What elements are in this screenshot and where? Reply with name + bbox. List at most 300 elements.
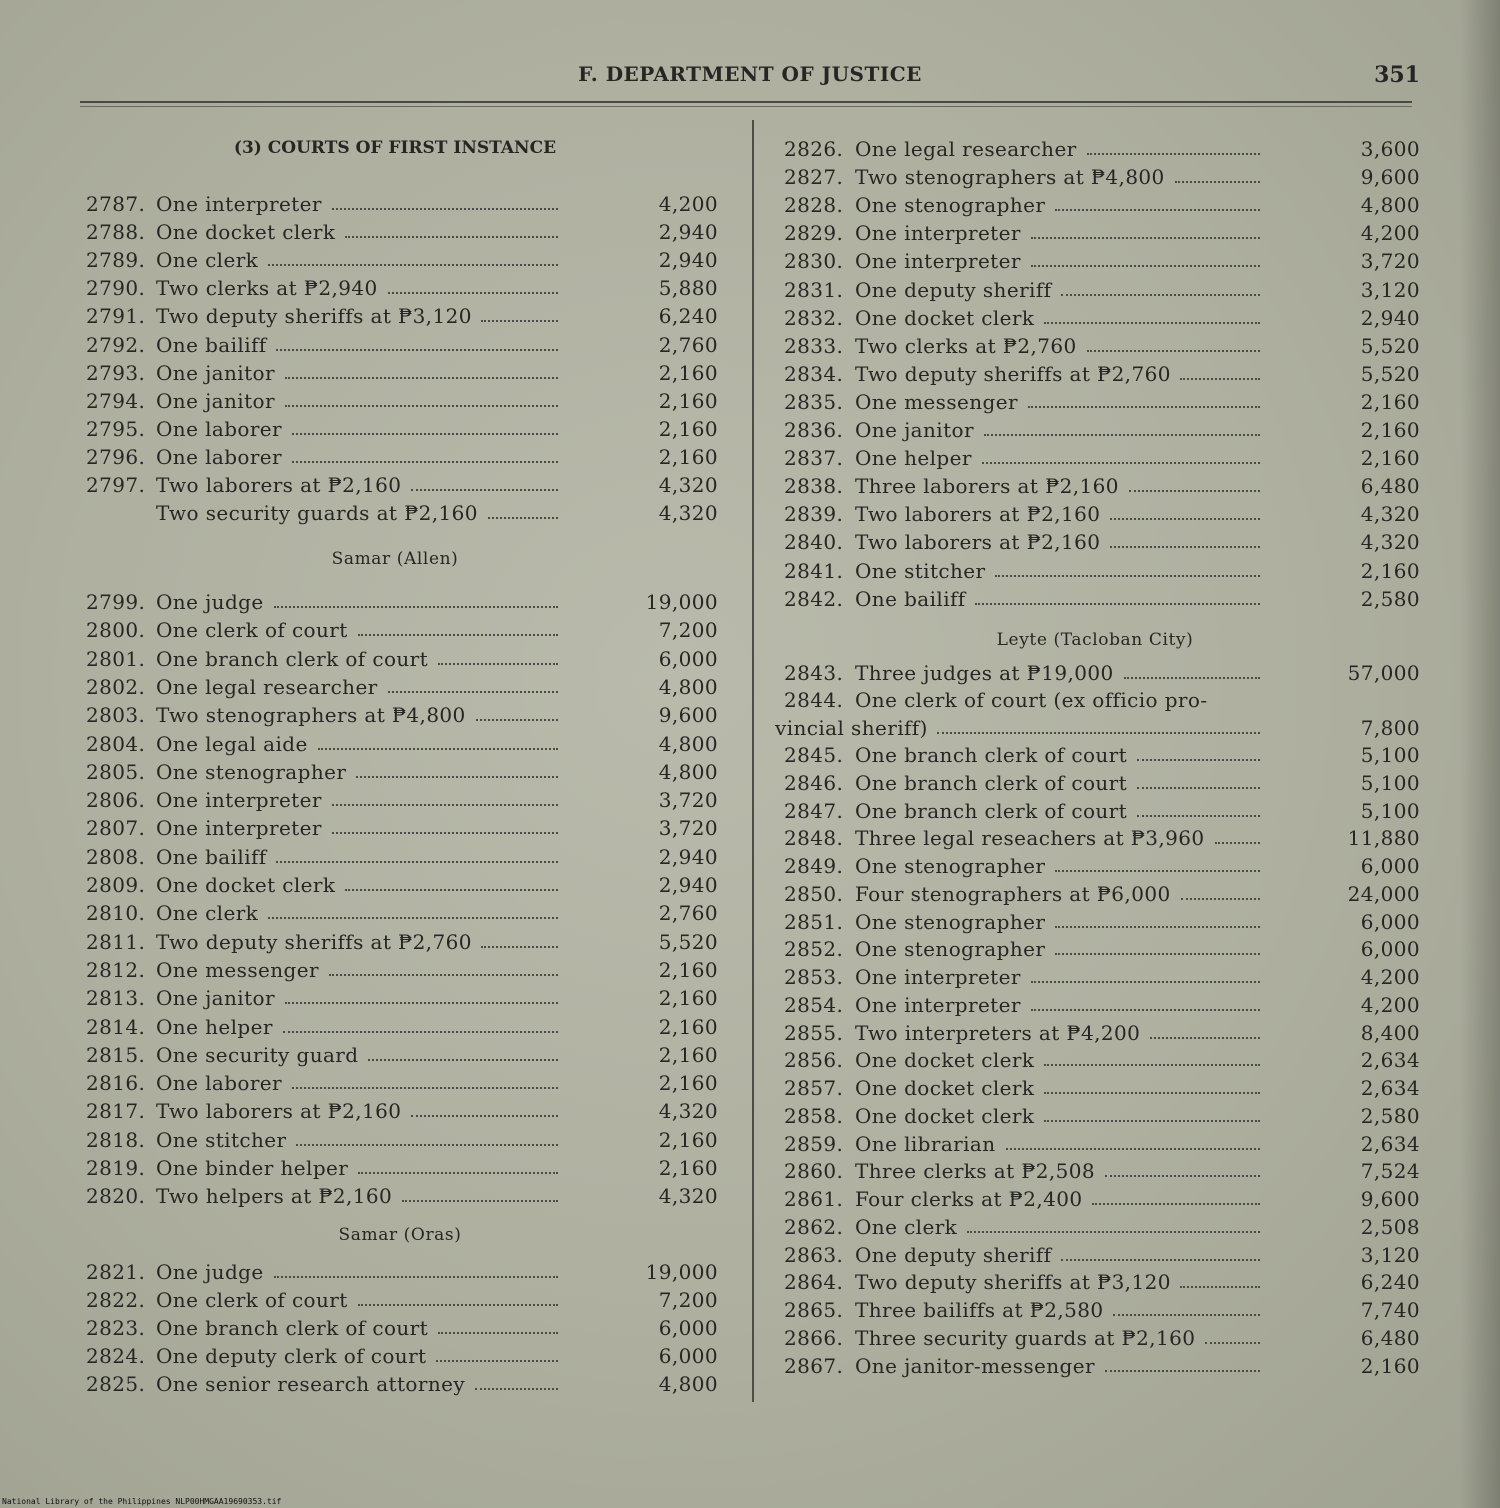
entry-number: 2833. bbox=[784, 333, 844, 358]
entry-amount: 2,160 bbox=[658, 986, 718, 1011]
entry-row bbox=[0, 500, 1500, 528]
entry-description: Two stenographers at ₱4,800 bbox=[855, 165, 1165, 190]
entry-description: Two laborers at ₱2,160 bbox=[855, 530, 1101, 555]
entry-number: 2788. bbox=[86, 220, 146, 245]
leader-dots bbox=[967, 1231, 1260, 1233]
entry-amount: 4,320 bbox=[658, 473, 718, 497]
leader-dots bbox=[1055, 209, 1260, 211]
entry-amount: 4,800 bbox=[658, 674, 718, 699]
entry-description: One stenographer bbox=[855, 937, 1046, 962]
leader-dots bbox=[1044, 1120, 1260, 1122]
entry-number: 2800. bbox=[86, 618, 146, 643]
entry-amount: 5,100 bbox=[1360, 798, 1420, 823]
entry-number: 2862. bbox=[784, 1214, 844, 1239]
entry-amount: 9,600 bbox=[658, 703, 718, 728]
entry-number: 2867. bbox=[784, 1353, 844, 1378]
entry-description: One stenographer bbox=[156, 759, 347, 784]
entry-description: Two clerks at ₱2,940 bbox=[156, 276, 378, 301]
entry-description: One docket clerk bbox=[855, 1103, 1035, 1128]
entry-description: Two laborers at ₱2,160 bbox=[156, 473, 402, 497]
leader-dots bbox=[1175, 181, 1260, 183]
entry-number: 2836. bbox=[784, 418, 844, 442]
entry-row bbox=[0, 963, 1500, 991]
entry-number: 2832. bbox=[784, 305, 844, 330]
entry-amount: 6,000 bbox=[1360, 937, 1420, 962]
entry-description: One docket clerk bbox=[855, 305, 1035, 330]
entry-number: 2852. bbox=[784, 937, 844, 962]
entry-row bbox=[0, 416, 1500, 444]
entry-description: One clerk bbox=[855, 1214, 958, 1239]
entry-amount: 5,520 bbox=[1360, 361, 1420, 386]
entry-amount: 2,940 bbox=[658, 873, 718, 897]
entry-number: 2827. bbox=[784, 165, 844, 190]
entry-description: Two stenographers at ₱4,800 bbox=[156, 703, 466, 728]
entry-number: 2846. bbox=[784, 770, 844, 795]
entry-amount: 2,160 bbox=[658, 957, 718, 982]
entry-row bbox=[0, 616, 1500, 644]
entry-amount: 4,320 bbox=[658, 1184, 718, 1209]
entry-number: 2794. bbox=[86, 388, 146, 413]
entry-row bbox=[0, 528, 1500, 556]
leader-dots bbox=[1087, 153, 1260, 155]
entry-row bbox=[0, 135, 1500, 163]
entry-amount: 5,520 bbox=[1360, 333, 1420, 358]
entry-number: 2808. bbox=[86, 844, 146, 869]
entry-row bbox=[0, 1352, 1500, 1380]
entry-description: One docket clerk bbox=[156, 220, 336, 245]
entry-amount: 6,000 bbox=[658, 646, 718, 671]
entry-amount: 6,240 bbox=[658, 304, 718, 329]
entry-description: Four clerks at ₱2,400 bbox=[855, 1187, 1083, 1211]
leader-dots bbox=[1205, 1342, 1260, 1344]
entry-row bbox=[0, 824, 1500, 852]
leader-dots bbox=[984, 434, 1260, 436]
entry-amount: 2,160 bbox=[658, 360, 718, 385]
entry-description: One senior research attorney bbox=[156, 1372, 466, 1397]
entry-description: One judge bbox=[156, 1260, 264, 1284]
entry-row bbox=[0, 686, 1500, 714]
entry-amount: 2,580 bbox=[1360, 1103, 1420, 1128]
leader-dots bbox=[1031, 981, 1260, 983]
entry-description: One interpreter bbox=[156, 788, 322, 813]
entry-number: 2824. bbox=[86, 1344, 146, 1369]
entry-description: One security guard bbox=[156, 1042, 359, 1067]
leader-dots bbox=[975, 603, 1260, 605]
entry-amount: 4,800 bbox=[658, 1372, 718, 1397]
entry-description: One deputy clerk of court bbox=[156, 1344, 427, 1369]
entry-description: Three legal reseachers at ₱3,960 bbox=[855, 826, 1205, 851]
entry-amount: 2,160 bbox=[1360, 389, 1420, 414]
entry-description: One interpreter bbox=[855, 965, 1021, 989]
entry-row bbox=[0, 557, 1500, 585]
entry-description: One helper bbox=[156, 1014, 273, 1039]
entry-description: One branch clerk of court bbox=[855, 743, 1128, 767]
subheading-leyte-tacloban: Leyte (Tacloban City) bbox=[996, 630, 1194, 650]
entry-description: One clerk bbox=[156, 248, 259, 273]
entry-number: 2826. bbox=[784, 137, 844, 161]
entry-number: 2835. bbox=[784, 389, 844, 414]
leader-dots bbox=[937, 732, 1260, 734]
entry-amount: 5,100 bbox=[1360, 743, 1420, 767]
entry-amount: 6,000 bbox=[1360, 854, 1420, 878]
leader-dots bbox=[1137, 759, 1260, 761]
entry-amount: 8,400 bbox=[1360, 1020, 1420, 1045]
leader-dots bbox=[1215, 842, 1260, 844]
leader-dots bbox=[1044, 1064, 1260, 1066]
entry-number: 2812. bbox=[86, 957, 146, 982]
subheading-samar-oras: Samar (Oras) bbox=[338, 1225, 462, 1245]
entry-amount: 4,200 bbox=[1360, 221, 1420, 246]
entry-number: 2847. bbox=[784, 798, 844, 823]
leader-dots bbox=[1110, 518, 1260, 520]
entry-amount: 6,480 bbox=[1360, 1325, 1420, 1350]
entry-amount: 2,160 bbox=[1360, 1353, 1420, 1378]
leader-dots bbox=[1180, 1286, 1260, 1288]
entry-row bbox=[0, 1019, 1500, 1047]
entry-number: 2793. bbox=[86, 360, 146, 385]
entry-amount: 7,200 bbox=[658, 1288, 718, 1313]
leader-dots bbox=[1124, 677, 1260, 679]
entry-number: 2802. bbox=[86, 674, 146, 699]
entry-number: 2865. bbox=[784, 1298, 844, 1322]
entry-amount: 11,880 bbox=[1347, 826, 1420, 851]
entry-number: 2861. bbox=[784, 1187, 844, 1211]
entry-number: 2804. bbox=[86, 731, 146, 756]
entry-number: 2860. bbox=[784, 1159, 844, 1184]
entry-number: 2818. bbox=[86, 1127, 146, 1152]
entry-description: One interpreter bbox=[855, 992, 1021, 1017]
entry-description: One deputy sheriff bbox=[855, 277, 1052, 302]
entry-number: 2844. bbox=[784, 688, 844, 712]
entry-amount: 24,000 bbox=[1347, 881, 1420, 906]
entry-amount: 2,634 bbox=[1360, 1048, 1420, 1073]
leader-dots bbox=[1137, 815, 1260, 817]
entry-description: One stenographer bbox=[855, 909, 1046, 934]
entry-description: One helper bbox=[855, 446, 972, 471]
entry-description: One laborer bbox=[156, 416, 282, 441]
entry-amount: 2,634 bbox=[1360, 1076, 1420, 1100]
entry-amount: 2,160 bbox=[658, 444, 718, 469]
entry-number: 2825. bbox=[86, 1372, 146, 1397]
entry-number: 2789. bbox=[86, 248, 146, 273]
page-number: 351 bbox=[1374, 62, 1420, 88]
entry-amount: 6,480 bbox=[1360, 474, 1420, 499]
entry-number: 2830. bbox=[784, 249, 844, 274]
entry-amount: 2,580 bbox=[1360, 586, 1420, 611]
entry-amount: 7,740 bbox=[1360, 1298, 1420, 1322]
entry-amount: 7,200 bbox=[658, 618, 718, 643]
entry-number: 2821. bbox=[86, 1260, 146, 1284]
leader-dots bbox=[1028, 406, 1260, 408]
entry-description: One clerk of court bbox=[156, 618, 348, 643]
entry-description: One legal researcher bbox=[855, 137, 1077, 161]
entry-amount: 4,320 bbox=[1360, 530, 1420, 555]
entry-row bbox=[0, 1102, 1500, 1130]
entry-description: Two deputy sheriffs at ₱3,120 bbox=[156, 304, 472, 329]
entry-amount: 2,160 bbox=[658, 1156, 718, 1180]
leader-dots bbox=[1137, 787, 1260, 789]
entry-number: 2795. bbox=[86, 416, 146, 441]
entry-number: 2853. bbox=[784, 965, 844, 989]
entry-number: 2801. bbox=[86, 646, 146, 671]
entry-row bbox=[0, 276, 1500, 304]
leader-dots bbox=[1092, 1203, 1260, 1205]
entry-description: One janitor bbox=[156, 388, 275, 413]
entry-number: 2815. bbox=[86, 1042, 146, 1067]
entry-description: One clerk of court bbox=[156, 1288, 348, 1313]
entry-amount: 2,160 bbox=[658, 1127, 718, 1152]
entry-description: Two deputy sheriffs at ₱2,760 bbox=[855, 361, 1171, 386]
entry-row bbox=[0, 1074, 1500, 1102]
leader-dots bbox=[1129, 490, 1260, 492]
entry-amount: 3,120 bbox=[1360, 277, 1420, 302]
leader-dots bbox=[1110, 546, 1260, 548]
entry-amount: 19,000 bbox=[645, 590, 718, 614]
entry-amount: 2,160 bbox=[1360, 446, 1420, 471]
entry-description: Three laborers at ₱2,160 bbox=[855, 474, 1119, 499]
entry-number: 2810. bbox=[86, 901, 146, 926]
entry-number: 2803. bbox=[86, 703, 146, 728]
entry-number: 2849. bbox=[784, 854, 844, 878]
entry-amount: 7,524 bbox=[1360, 1159, 1420, 1184]
entry-description: One branch clerk of court bbox=[855, 770, 1128, 795]
entry-description: One branch clerk of court bbox=[855, 798, 1128, 823]
entry-number: 2796. bbox=[86, 444, 146, 469]
entry-amount: 4,320 bbox=[658, 1099, 718, 1124]
entry-number: 2787. bbox=[86, 192, 146, 216]
entry-number: 2823. bbox=[86, 1316, 146, 1341]
entry-row bbox=[0, 1130, 1500, 1158]
entry-description: Three clerks at ₱2,508 bbox=[855, 1159, 1096, 1184]
entry-description: One laborer bbox=[156, 444, 282, 469]
entry-description: One legal aide bbox=[156, 731, 308, 756]
running-title: F. DEPARTMENT OF JUSTICE bbox=[578, 62, 922, 86]
entry-row bbox=[0, 444, 1500, 472]
leader-dots bbox=[1044, 322, 1260, 324]
entry-description-line-1: One clerk of court (ex officio pro- bbox=[855, 688, 1208, 712]
entry-row bbox=[0, 332, 1500, 360]
entry-description: One interpreter bbox=[156, 192, 322, 216]
entry-description: One interpreter bbox=[855, 249, 1021, 274]
entry-description: One messenger bbox=[855, 389, 1018, 414]
leader-dots bbox=[1055, 926, 1260, 928]
leader-dots bbox=[1180, 378, 1260, 380]
entry-number: 2854. bbox=[784, 992, 844, 1017]
entry-row bbox=[0, 935, 1500, 963]
entry-amount: 4,320 bbox=[658, 501, 718, 526]
entry-description: Three judges at ₱19,000 bbox=[855, 661, 1114, 685]
entry-row bbox=[0, 852, 1500, 880]
entry-amount: 2,634 bbox=[1360, 1131, 1420, 1156]
leader-dots bbox=[982, 462, 1260, 464]
entry-description: Two helpers at ₱2,160 bbox=[156, 1184, 393, 1209]
entry-amount: 4,200 bbox=[1360, 992, 1420, 1017]
entry-number: 2816. bbox=[86, 1071, 146, 1096]
entry-number: 2829. bbox=[784, 221, 844, 246]
entry-amount: 2,160 bbox=[658, 1014, 718, 1039]
entry-amount: 19,000 bbox=[645, 1260, 718, 1284]
entry-description: One docket clerk bbox=[156, 873, 336, 897]
entry-row bbox=[0, 163, 1500, 191]
entry-amount: 2,160 bbox=[658, 416, 718, 441]
entry-description: One janitor bbox=[156, 360, 275, 385]
entry-amount: 4,800 bbox=[658, 731, 718, 756]
entry-number: 2834. bbox=[784, 361, 844, 386]
entry-amount: 3,720 bbox=[658, 816, 718, 841]
entry-row bbox=[0, 991, 1500, 1019]
entry-description: Two interpreters at ₱4,200 bbox=[855, 1020, 1141, 1045]
entry-number: 2814. bbox=[86, 1014, 146, 1039]
entry-description: Three security guards at ₱2,160 bbox=[855, 1325, 1196, 1350]
entry-amount: 2,160 bbox=[658, 388, 718, 413]
entry-row bbox=[0, 585, 1500, 613]
section-heading: (3) COURTS OF FIRST INSTANCE bbox=[233, 138, 557, 158]
leader-dots bbox=[1031, 237, 1260, 239]
leader-dots bbox=[1061, 1259, 1260, 1261]
entry-number: 2841. bbox=[784, 558, 844, 583]
entry-amount: 6,240 bbox=[1360, 1270, 1420, 1295]
entry-description: One janitor bbox=[156, 986, 275, 1011]
leader-dots bbox=[1181, 898, 1260, 900]
entry-amount: 4,320 bbox=[1360, 502, 1420, 527]
entry-amount: 9,600 bbox=[1360, 1187, 1420, 1211]
entry-row-continuation bbox=[0, 714, 1500, 742]
entry-number: 2857. bbox=[784, 1076, 844, 1100]
entry-row bbox=[0, 1213, 1500, 1241]
entry-row bbox=[0, 880, 1500, 908]
entry-number: 2855. bbox=[784, 1020, 844, 1045]
entry-number: 2806. bbox=[86, 788, 146, 813]
leader-dots bbox=[1006, 1148, 1260, 1150]
entry-number: 2838. bbox=[784, 474, 844, 499]
entry-row bbox=[0, 219, 1500, 247]
entry-description: One binder helper bbox=[156, 1156, 349, 1180]
entry-description: One stenographer bbox=[855, 193, 1046, 218]
leader-dots bbox=[1061, 294, 1260, 296]
entry-amount: 57,000 bbox=[1347, 661, 1420, 685]
entry-description: One stenographer bbox=[855, 854, 1046, 878]
entry-number: 2790. bbox=[86, 276, 146, 301]
entry-row bbox=[0, 1241, 1500, 1269]
leader-dots bbox=[1031, 265, 1260, 267]
entry-description: One librarian bbox=[855, 1131, 996, 1156]
entry-row bbox=[0, 908, 1500, 936]
entry-amount: 6,000 bbox=[658, 1316, 718, 1341]
entry-description: One clerk bbox=[156, 901, 259, 926]
entry-description: One bailiff bbox=[855, 586, 966, 611]
entry-amount: 2,160 bbox=[1360, 418, 1420, 442]
entry-number: 2856. bbox=[784, 1048, 844, 1073]
leader-dots bbox=[1105, 1370, 1260, 1372]
entry-row bbox=[0, 741, 1500, 769]
entry-row bbox=[0, 1046, 1500, 1074]
entry-amount: 2,940 bbox=[1360, 305, 1420, 330]
entry-row bbox=[0, 769, 1500, 797]
entry-description: One janitor bbox=[855, 418, 974, 442]
entry-amount: 3,720 bbox=[1360, 249, 1420, 274]
entry-amount: 4,200 bbox=[1360, 965, 1420, 989]
entry-amount: 2,760 bbox=[658, 901, 718, 926]
entry-description: One branch clerk of court bbox=[156, 646, 429, 671]
entry-description: One legal researcher bbox=[156, 674, 378, 699]
entry-description: One janitor-messenger bbox=[855, 1353, 1095, 1378]
entry-number: 2864. bbox=[784, 1270, 844, 1295]
entry-amount: 3,720 bbox=[658, 788, 718, 813]
entry-description: One bailiff bbox=[156, 332, 267, 357]
entry-description: Four stenographers at ₱6,000 bbox=[855, 881, 1171, 906]
entry-amount: 2,508 bbox=[1360, 1214, 1420, 1239]
entry-description: Two laborers at ₱2,160 bbox=[855, 502, 1101, 527]
entry-description: One interpreter bbox=[156, 816, 322, 841]
entry-row bbox=[0, 1324, 1500, 1352]
entry-number: 2851. bbox=[784, 909, 844, 934]
entry-description: One interpreter bbox=[855, 221, 1021, 246]
entry-number: 2831. bbox=[784, 277, 844, 302]
entry-description: Two clerks at ₱2,760 bbox=[855, 333, 1077, 358]
entry-amount: 2,160 bbox=[658, 1071, 718, 1096]
leader-dots bbox=[1087, 350, 1260, 352]
entry-number: 2797. bbox=[86, 473, 146, 497]
entry-row bbox=[0, 247, 1500, 275]
leader-dots bbox=[1055, 870, 1260, 872]
entry-amount: 5,100 bbox=[1360, 770, 1420, 795]
entry-description: Two security guards at ₱2,160 bbox=[156, 501, 478, 526]
entry-number: 2858. bbox=[784, 1103, 844, 1128]
entry-description: One docket clerk bbox=[855, 1076, 1035, 1100]
entry-description: One docket clerk bbox=[855, 1048, 1035, 1073]
entry-amount: 4,200 bbox=[658, 192, 718, 216]
entry-number: 2813. bbox=[86, 986, 146, 1011]
entry-row bbox=[0, 360, 1500, 388]
entry-number: 2811. bbox=[86, 929, 146, 954]
entry-amount: 2,940 bbox=[658, 844, 718, 869]
entry-number: 2840. bbox=[784, 530, 844, 555]
entry-number: 2819. bbox=[86, 1156, 146, 1180]
entry-amount: 4,800 bbox=[1360, 193, 1420, 218]
entry-row bbox=[0, 304, 1500, 332]
leader-dots bbox=[1044, 1092, 1260, 1094]
entry-amount: 2,160 bbox=[658, 1042, 718, 1067]
entry-number: 2866. bbox=[784, 1325, 844, 1350]
entry-number: 2822. bbox=[86, 1288, 146, 1313]
leader-dots bbox=[1031, 1009, 1260, 1011]
entry-number: 2791. bbox=[86, 304, 146, 329]
entry-description: One branch clerk of court bbox=[156, 1316, 429, 1341]
entry-number: 2817. bbox=[86, 1099, 146, 1124]
entry-row bbox=[0, 388, 1500, 416]
entry-amount: 3,600 bbox=[1360, 137, 1420, 161]
entry-description: One judge bbox=[156, 590, 264, 614]
entry-number: 2799. bbox=[86, 590, 146, 614]
entry-number: 2859. bbox=[784, 1131, 844, 1156]
leader-dots bbox=[995, 575, 1260, 577]
entry-row bbox=[0, 1268, 1500, 1296]
entry-description: One messenger bbox=[156, 957, 319, 982]
entry-amount: 4,800 bbox=[658, 759, 718, 784]
leader-dots bbox=[1150, 1037, 1260, 1039]
entry-number: 2839. bbox=[784, 502, 844, 527]
entry-description: Two laborers at ₱2,160 bbox=[156, 1099, 402, 1124]
entry-row bbox=[0, 1296, 1500, 1324]
entry-number: 2842. bbox=[784, 586, 844, 611]
entry-row bbox=[0, 797, 1500, 825]
entry-description: One bailiff bbox=[156, 844, 267, 869]
subheading-samar-allen: Samar (Allen) bbox=[331, 549, 459, 569]
entry-amount: 7,800 bbox=[1360, 716, 1420, 740]
entry-description: One stitcher bbox=[855, 558, 986, 583]
scan-source-note: National Library of the Philippines NLP00HMGAA19690353.tif bbox=[2, 1497, 282, 1506]
entry-number: 2828. bbox=[784, 193, 844, 218]
